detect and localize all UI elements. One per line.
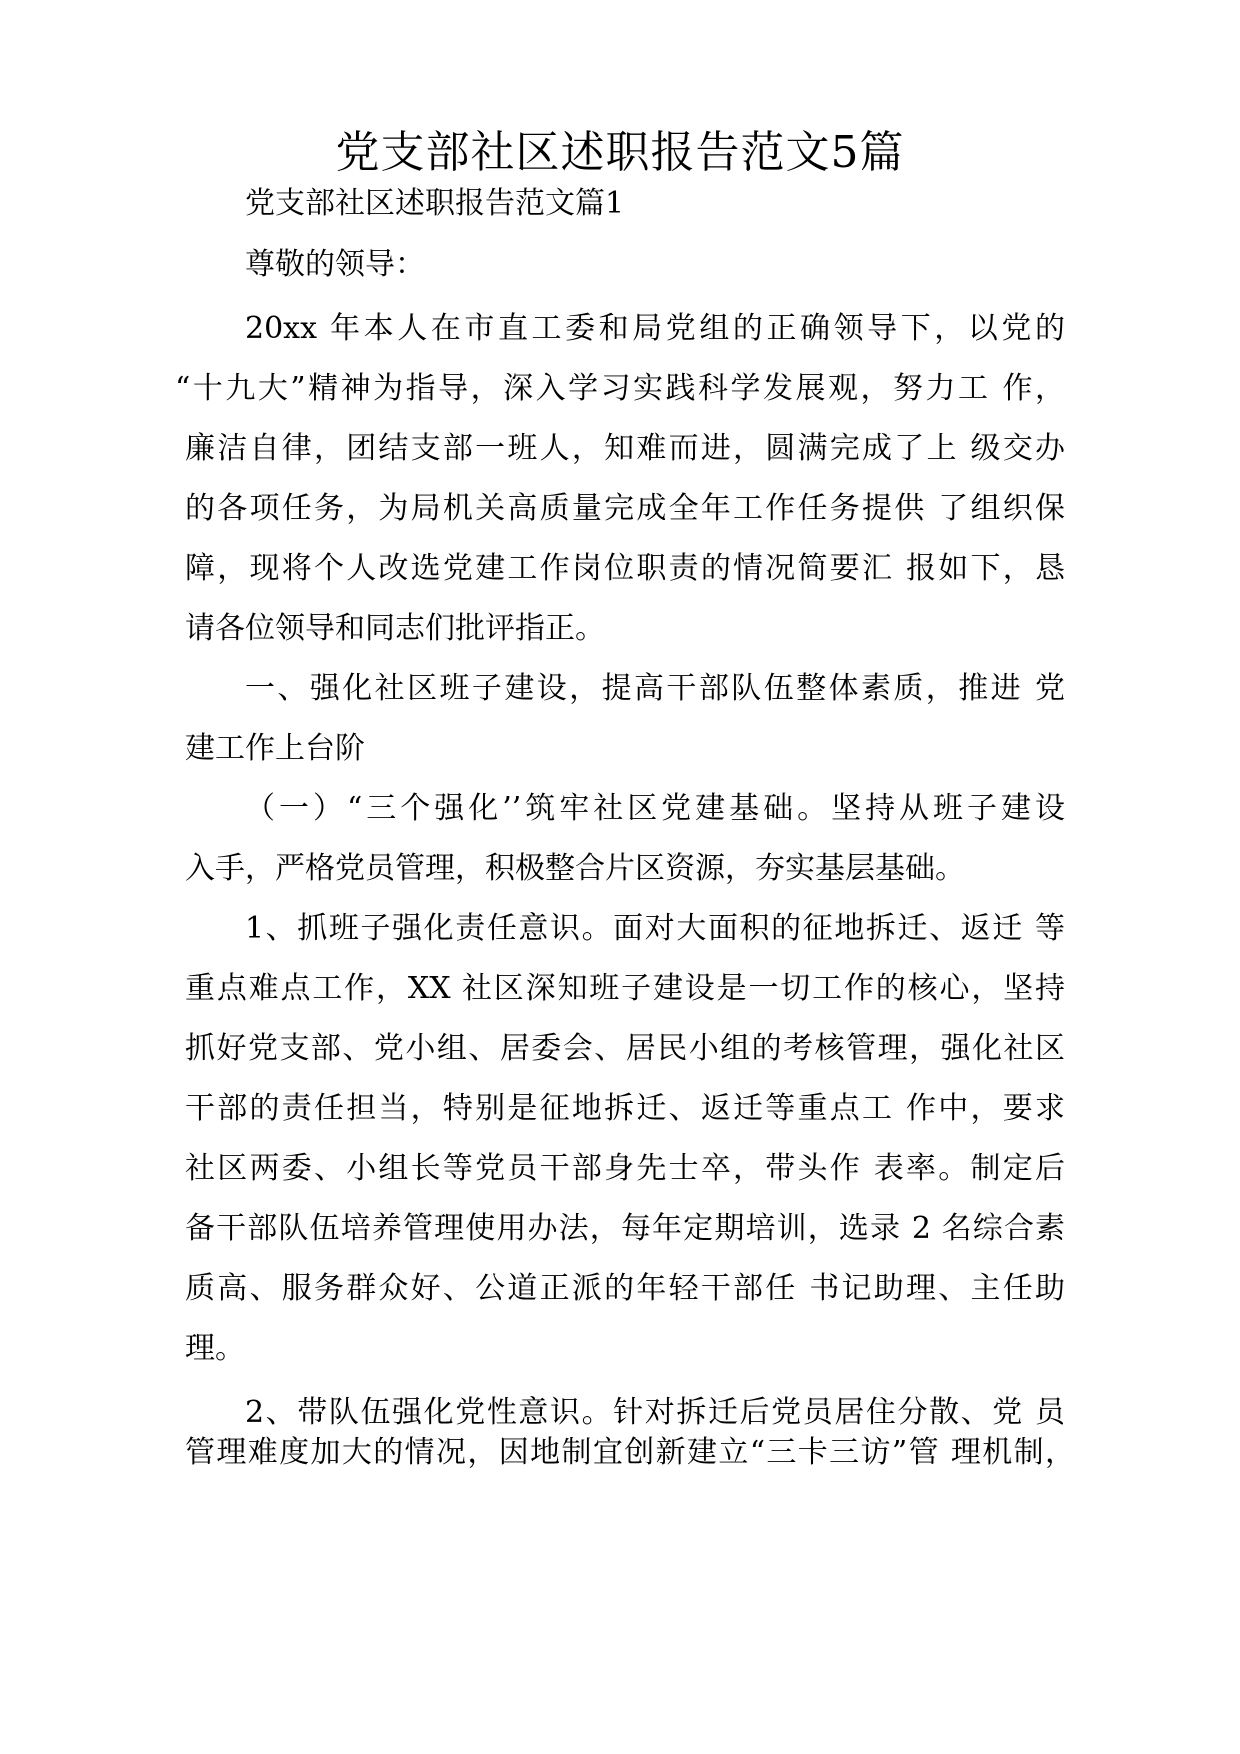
paragraph-1-line-2: “十九大”精神为指导，深入学习实践科学发展观，努力工 作，	[175, 371, 1065, 406]
paragraph-1-line-6: 请各位领导和同志们批评指正。	[185, 611, 605, 646]
paragraph-3-line-3: 抓好党支部、党小组、居委会、居民小组的考核管理，强化社区	[185, 1031, 1065, 1066]
paragraph-4-line-1: 2、带队伍强化党性意识。针对拆迁后党员居住分散、党 员	[245, 1395, 1065, 1430]
paragraph-3-line-2: 重点难点工作，XX 社区深知班子建设是一切工作的核心，坚持	[185, 971, 1065, 1006]
salutation: 尊敬的领导：	[245, 247, 425, 282]
paragraph-1-line-5: 障，现将个人改选党建工作岗位职责的情况简要汇 报如下，恳	[185, 551, 1065, 586]
paragraph-3-line-8: 理。	[185, 1331, 245, 1366]
paragraph-4-line-2: 管理难度加大的情况，因地制宜创新建立“三卡三访”管 理机制，	[185, 1435, 1075, 1470]
heading-1-line-2: 建工作上台阶	[185, 731, 365, 766]
paragraph-1-line-1: 20xx 年本人在市直工委和局党组的正确领导下，以党的	[245, 311, 1065, 346]
paragraph-3-line-4: 干部的责任担当，特别是征地拆迁、返迁等重点工 作中，要求	[185, 1091, 1065, 1126]
paragraph-3-line-5: 社区两委、小组长等党员干部身先士卒，带头作 表率。制定后	[185, 1151, 1065, 1186]
heading-1-line-1: 一、强化社区班子建设，提高干部队伍整体素质，推进 党	[245, 671, 1065, 706]
paragraph-2-line-1: （一）“三个强化’’筑牢社区党建基础。坚持从班子建设	[245, 791, 1065, 826]
paragraph-1-line-4: 的各项任务，为局机关高质量完成全年工作任务提供 了组织保	[185, 491, 1065, 526]
paragraph-3-line-1: 1、抓班子强化责任意识。面对大面积的征地拆迁、返迁 等	[245, 911, 1065, 946]
document-title: 党支部社区述职报告范文5篇	[335, 127, 905, 178]
paragraph-3-line-6: 备干部队伍培养管理使用办法，每年定期培训，选录 2 名综合素	[185, 1211, 1065, 1246]
paragraph-3-line-7: 质高、服务群众好、公道正派的年轻干部任 书记助理、主任助	[185, 1271, 1065, 1306]
paragraph-2-line-2: 入手，严格党员管理，积极整合片区资源，夯实基层基础。	[185, 851, 965, 886]
section-subtitle: 党支部社区述职报告范文篇1	[245, 186, 625, 221]
paragraph-1-line-3: 廉洁自律，团结支部一班人，知难而进，圆满完成了上 级交办	[185, 431, 1065, 466]
